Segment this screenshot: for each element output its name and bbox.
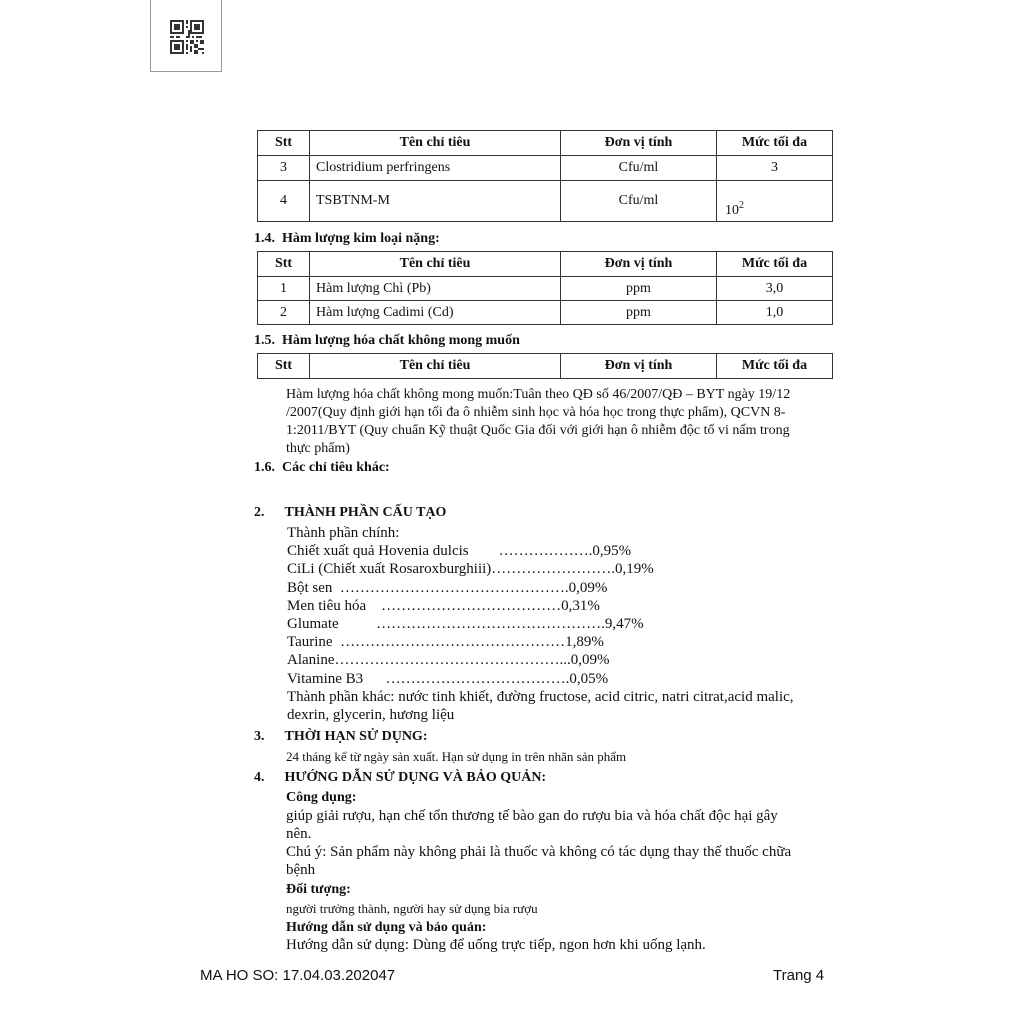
subheading-cong-dung: Công dụng:: [286, 790, 357, 805]
chemical-regulation-paragraph: [286, 386, 790, 458]
section-title: THỜI HẠN SỬ DỤNG:: [284, 729, 428, 744]
chemical-table: [257, 353, 833, 379]
ingredient-line: Thành phần khác: nước tinh khiết, đường fructose, acid citric, natri citrat,acid malic,: [287, 688, 794, 705]
usage-instructions-text: Hướng dẫn sử dụng: Dùng để uống trực tiếp, ngon hơn khi uống lạnh.: [286, 937, 706, 953]
cell-ten: Clostridium perfringens: [310, 156, 561, 181]
header-stt: Stt: [258, 131, 310, 156]
section-title: Các chỉ tiêu khác:: [282, 460, 390, 475]
section-number: 4.: [254, 770, 265, 785]
section-title: THÀNH PHẦN CẤU TẠO: [284, 505, 447, 520]
cell-stt: 2: [258, 301, 310, 325]
cell-don-vi: ppm: [561, 301, 717, 325]
microbiology-table: [257, 130, 833, 222]
table-row: [258, 181, 833, 222]
header-don-vi: Đơn vị tính: [561, 252, 717, 277]
text-line: Hàm lượng hóa chất không mong muốn:Tuân theo QĐ số 46/2007/QĐ – BYT ngày 19/12: [286, 387, 791, 402]
header-muc-toi-da: Mức tối đa: [717, 252, 833, 277]
header-don-vi: Đơn vị tính: [561, 131, 717, 156]
heavy-metal-table: [257, 251, 833, 325]
header-ten-chi-tieu: Tên chỉ tiêu: [310, 354, 561, 379]
section-title: Hàm lượng hóa chất không mong muốn: [282, 333, 520, 348]
cell-don-vi: ppm: [561, 277, 717, 301]
target-users-text: người trưởng thành, người hay sử dụng bia rượu: [286, 901, 538, 916]
ingredient-line: dexrin, glycerin, hương liệu: [287, 707, 455, 724]
section-heading-4: [254, 770, 546, 786]
section-number: 1.5.: [254, 333, 275, 348]
text-line: nên.: [286, 826, 312, 842]
section-number: 3.: [254, 729, 265, 744]
subheading-doi-tuong: Đối tượng:: [286, 882, 351, 897]
section-heading-1-4: [254, 231, 440, 247]
table-header-row: [258, 252, 833, 277]
table-row: [258, 301, 833, 325]
table-row: [258, 277, 833, 301]
text-line: Chú ý: Sản phẩm này không phải là thuốc và không có tác dụng thay thế thuốc chữa: [286, 844, 792, 860]
ingredient-line: Alanine………………………………………...0,09%: [287, 652, 610, 669]
ingredient-line: Vitamine B3 ……………………………….0,05%: [287, 670, 609, 687]
cell-stt: 4: [258, 181, 310, 222]
ingredient-line: Bột sen ……………………………………….0,09%: [287, 579, 608, 596]
section-title: HƯỚNG DẪN SỬ DỤNG VÀ BẢO QUẢN:: [284, 770, 547, 785]
ingredient-line: Chiết xuất quả Hovenia dulcis ……………….0,95%: [287, 543, 632, 560]
ingredient-line: Thành phần chính:: [287, 525, 400, 541]
text-line: bệnh: [286, 862, 316, 878]
table-row: [258, 156, 833, 181]
header-muc-toi-da: Mức tối đa: [717, 354, 833, 379]
header-muc-toi-da: Mức tối đa: [717, 131, 833, 156]
section-heading-3: [254, 729, 428, 745]
header-ten-chi-tieu: Tên chỉ tiêu: [310, 131, 561, 156]
subheading-huong-dan: Hướng dẫn sử dụng và bảo quản:: [286, 920, 487, 935]
shelf-life-text: 24 tháng kể từ ngày sản xuất. Hạn sử dụng in trên nhãn sản phẩm: [286, 749, 627, 764]
section-number: 2.: [254, 505, 265, 520]
ingredients-list: [287, 524, 794, 724]
cell-ten: Hàm lượng Chì (Pb): [310, 277, 561, 301]
cell-ten: TSBTNM-M: [310, 181, 561, 222]
header-stt: Stt: [258, 354, 310, 379]
section-number: 1.4.: [254, 231, 275, 246]
section-heading-1-5: [254, 333, 520, 349]
table-header-row: [258, 354, 833, 379]
text-line: 1:2011/BYT (Quy chuẩn Kỹ thuật Quốc Gia đối với giới hạn ô nhiễm độc tố vi nấm trong: [286, 423, 790, 438]
cell-ten: Hàm lượng Cadimi (Cd): [310, 301, 561, 325]
section-heading-2: [254, 505, 446, 521]
ingredient-line: Glumate ……………………………………….9,47%: [287, 616, 644, 633]
cell-don-vi: Cfu/ml: [561, 156, 717, 181]
section-number: 1.6.: [254, 460, 275, 475]
cell-stt: 1: [258, 277, 310, 301]
ingredient-line: CiLi (Chiết xuất Rosaroxburghiii)…………………….0,19%: [287, 561, 654, 578]
ingredient-line: Men tiêu hóa ………………………………0,31%: [287, 597, 600, 614]
cell-muc: [717, 181, 833, 222]
text-line: /2007(Quy định giới hạn tối đa ô nhiễm sinh học và hóa học trong thực phẩm), QCVN 8-: [286, 405, 786, 420]
header-ten-chi-tieu: Tên chỉ tiêu: [310, 252, 561, 277]
cell-muc: 3,0: [717, 277, 833, 301]
footer-page-number: Trang 4: [773, 967, 825, 984]
cell-stt: 3: [258, 156, 310, 181]
header-don-vi: Đơn vị tính: [561, 354, 717, 379]
footer-ma-ho-so: MA HO SO: 17.04.03.202047: [200, 967, 396, 984]
table-header-row: [258, 131, 833, 156]
header-stt: Stt: [258, 252, 310, 277]
uses-paragraph: [286, 807, 791, 879]
cell-muc: 3: [717, 156, 833, 181]
section-heading-1-6: [254, 460, 390, 476]
cell-muc-base: 10: [725, 203, 739, 218]
qr-code-icon: [170, 20, 204, 54]
cell-don-vi: Cfu/ml: [561, 181, 717, 222]
text-line: giúp giải rượu, hạn chế tổn thương tế bào gan do rượu bia và hóa chất độc hại gây: [286, 808, 778, 824]
section-title: Hàm lượng kim loại nặng:: [282, 231, 440, 246]
cell-muc-exp: 2: [739, 200, 744, 212]
qr-code: [150, 0, 222, 72]
ingredient-line: Taurine ………………………………………1,89%: [287, 634, 604, 651]
cell-muc: 1,0: [717, 301, 833, 325]
text-line: thực phẩm): [286, 441, 350, 456]
